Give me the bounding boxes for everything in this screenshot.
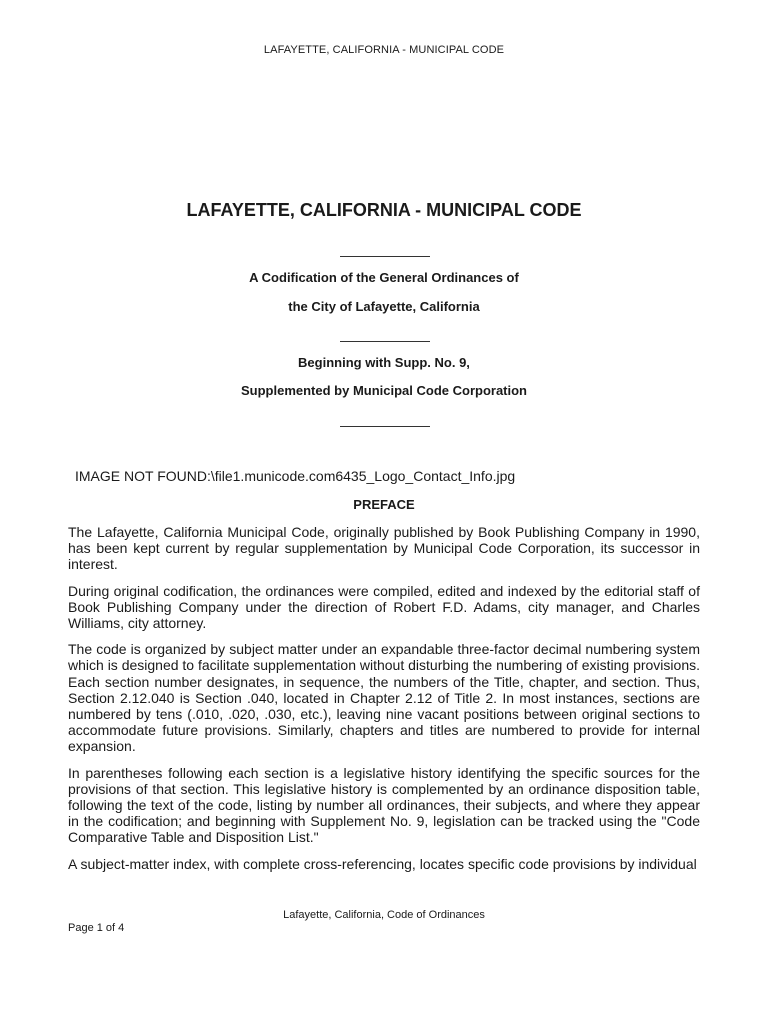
preface-heading: PREFACE bbox=[353, 497, 415, 512]
separator-rule bbox=[340, 256, 430, 257]
subtitle-line-2: the City of Lafayette, California bbox=[288, 299, 480, 314]
supplement-line-1: Beginning with Supp. No. 9, bbox=[298, 355, 470, 370]
running-header: LAFAYETTE, CALIFORNIA - MUNICIPAL CODE bbox=[263, 44, 505, 56]
missing-image-notice: IMAGE NOT FOUND:\file1.municode.com6435_Logo_Contact_Info.jpg bbox=[75, 468, 516, 484]
footer-title: Lafayette, California, Code of Ordinances bbox=[283, 909, 485, 921]
preface-body bbox=[68, 524, 700, 882]
preface-paragraph: The code is organized by subject matter under an expandable three-factor decimal numbering system which is designed to facilitate supplementation without disturbing the numbering of existing provisions. Each section number designates, in sequence, the numbers of the Title, chapter, and section. Thus, Section 2.12.040 is Section .040, located in Chapter 2.12 of Title 2. In most instances, sections are numbered by tens (.010, .020, .030, etc.), leaving nine vacant positions between original sections to accommodate future provisions. Similarly, chapters and titles are numbered to provide for internal expansion. bbox=[68, 641, 700, 755]
supplement-line-2: Supplemented by Municipal Code Corporation bbox=[240, 383, 527, 398]
preface-paragraph: In parentheses following each section is a legislative history identifying the specific sources for the provisions of that section. This legislative history is complemented by an ordinance disposition table, following the text of the code, listing by number all ordinances, their subjects, and where they appear in the codification; and beginning with Supplement No. 9, legislation can be tracked using the "Code Comparative Table and Disposition List." bbox=[68, 764, 700, 846]
preface-paragraph: A subject-matter index, with complete cross-referencing, locates specific code provisions by individual bbox=[68, 855, 697, 872]
separator-rule bbox=[340, 426, 430, 427]
document-title: LAFAYETTE, CALIFORNIA - MUNICIPAL CODE bbox=[186, 200, 582, 220]
separator-rule bbox=[340, 341, 430, 342]
preface-paragraph: During original codification, the ordinances were compiled, edited and indexed by the editorial staff of Book Publishing Company under the direction of Robert F.D. Adams, city manager, and Charles Williams, city attorney. bbox=[68, 582, 700, 632]
preface-paragraph: The Lafayette, California Municipal Code, originally published by Book Publishing Company in 1990, has been kept current by regular supplementation by Municipal Code Corporation, its successor in interest. bbox=[68, 524, 700, 573]
subtitle-line-1: A Codification of the General Ordinances of bbox=[249, 270, 519, 285]
page-number: Page 1 of 4 bbox=[68, 922, 125, 934]
